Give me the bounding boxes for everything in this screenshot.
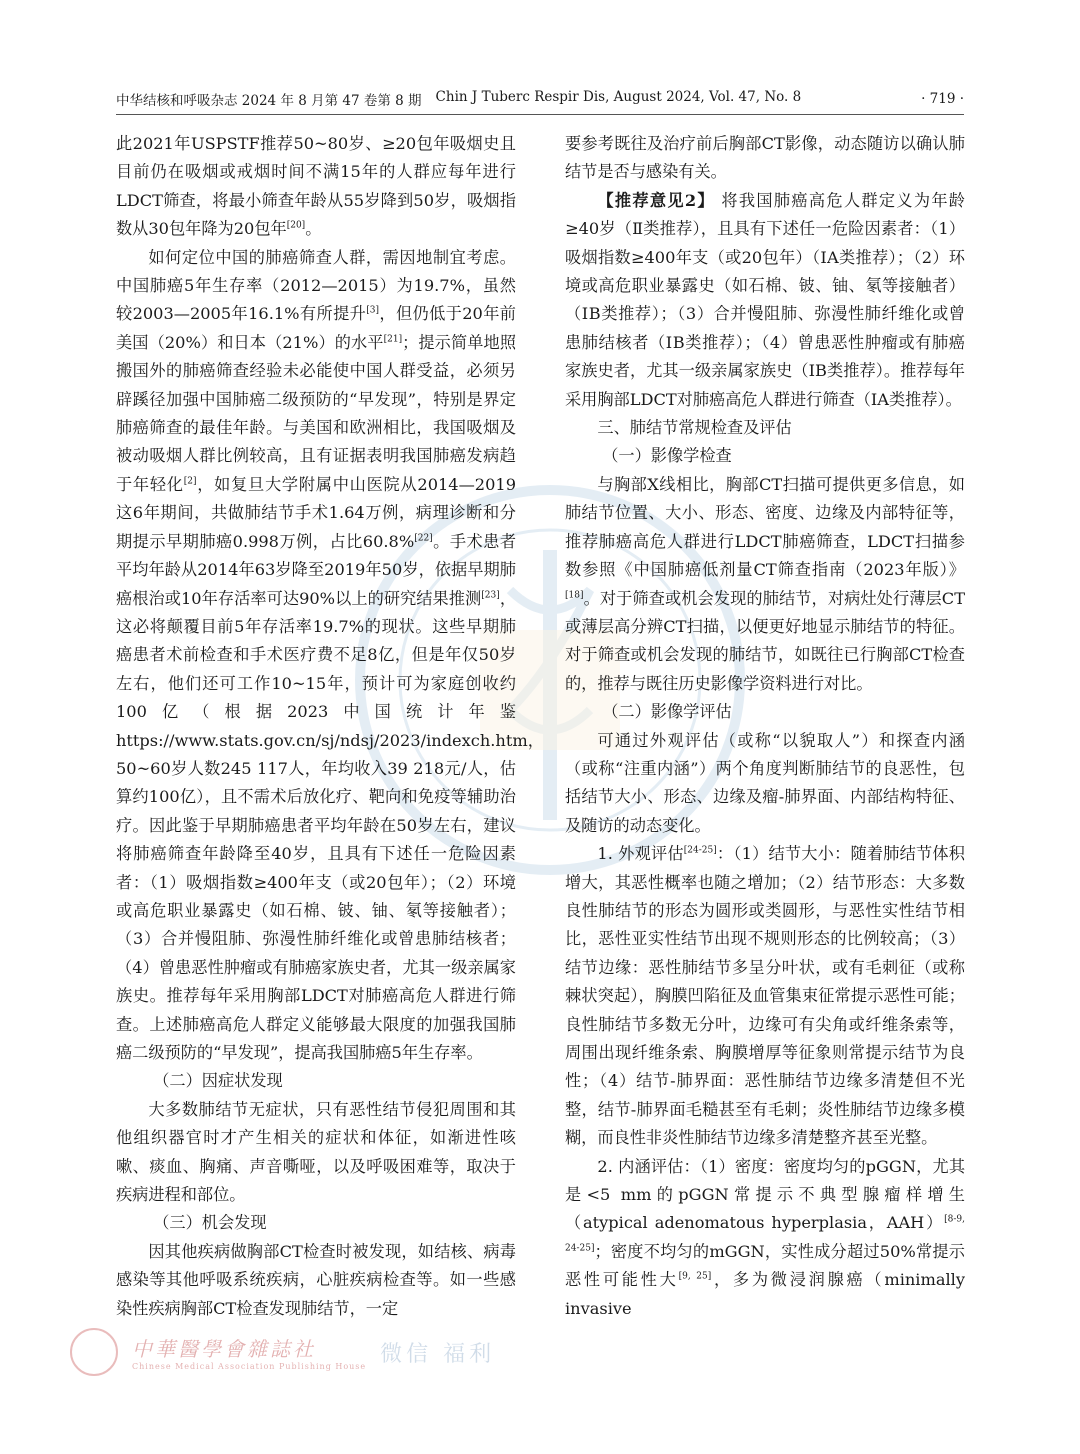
- paragraph: 因其他疾病做胸部CT检查时被发现，如结核、病毒感染等其他呼吸系统疾病，心脏疾病检查等。如一些感染性疾病胸部CT检查发现肺结节，一定: [116, 1241, 516, 1318]
- wechat-brand-mark: 微信 福利: [380, 1341, 496, 1367]
- paragraph: 要参考既往及治疗前后胸部CT影像，动态随访以确认肺结节是否与感染有关。: [565, 134, 965, 182]
- recommendation-label: 【推荐意见2】: [597, 190, 715, 210]
- journal-en: Chin J Tuberc Respir Dis, August 2024, Vol. 47, No. 8: [435, 89, 802, 105]
- recommendation-2: 【推荐意见2】 将我国肺癌高危人群定义为年龄≥40岁（Ⅱ类推荐），且具有下述任一危险因素者：（1）吸烟指数≥400年支（或20包年）（ⅠA类推荐）；（2）环境或高危职业暴露史（如石棉、铍、铀、氡等接触者）（ⅠB类推荐）；（3）合并慢阻肺、弥漫性肺纤维化或曾患肺结核者（ⅠB类推荐）；（4）曾患恶性肿瘤或有肺癌家族史者，尤其一级亲属家族史（ⅠB类推荐）。推荐每年采用胸部LDCT对肺癌高危人群进行筛查（ⅠA类推荐）。: [565, 190, 965, 409]
- right-column: [565, 130, 965, 1323]
- paragraph: 如何定位中国的肺癌筛查人群，需因地制宜考虑。中国肺癌5年生存率（2012—2015）为19.7%，虽然较2003—2005年16.1%有所提升[3]，但仍低于20年前美国（20%）和日本（21%）的水平[21]；提示简单地照搬国外的肺癌筛查经验未必能使中国人群受益，必须另辟蹊径加强中国肺癌二级预防的“早发现”，特别是界定肺癌筛查的最佳年龄。与美国和欧洲相比，我国吸烟及被动吸烟人群比例较高，且有证据表明我国肺癌发病趋于年轻化[2]，如复旦大学附属中山医院从2014—2019这6年期间，共做肺结节手术1.64万例，病理诊断和分期提示早期肺癌0.998万例，占比60.8%[22]。手术患者平均年龄从2014年63岁降至2019年50岁，依据早期肺癌根治或10年存活率可达90%以上的研究结果推测[23]，这必将颠覆目前5年存活率19.7%的现状。这些早期肺癌患者术前检查和手术医疗费不足8亿，但是年仅50岁左右，他们还可工作10~15年，预计可为家庭创收约100亿（根据2023中国统计年鉴https://www.stats.gov.cn/sj/ndsj/2023/indexch.htm，50~60岁人数245 117人，年均收入39 218元/人，估算约100亿），且不需术后放化疗、靶向和免疫等辅助治疗。因此鉴于早期肺癌患者平均年龄在50岁左右，建议将肺癌筛查年龄降至40岁，且具有下述任一危险因素者：（1）吸烟指数≥400年支（或20包年）；（2）环境或高危职业暴露史（如石棉、铍、铀、氡等接触者）；（3）合并慢阻肺、弥漫性肺纤维化或曾患肺结核者；（4）曾患恶性肿瘤或有肺癌家族史者，尤其一级亲属家族史。推荐每年采用胸部LDCT对肺癌高危人群进行筛查。上述肺癌高危人群定义能够最大限度的加强我国肺癌二级预防的“早发现”，提高我国肺癌5年生存率。: [116, 247, 544, 1062]
- paragraph: 大多数肺结节无症状，只有恶性结节侵犯周围和其他组织器官时才产生相关的症状和体征，如渐进性咳嗽、痰血、胸痛、声音嘶哑，以及呼吸困难等，取决于疾病进程和部位。: [116, 1099, 516, 1205]
- paragraph: 可通过外观评估（或称“以貌取人”）和探查内涵（或称“注重内涵”）两个角度判断肺结节的良恶性，包括结节大小、形态、边缘及瘤-肺界面、内部结构特征、及随访的动态变化。: [565, 730, 965, 835]
- subsection-heading: （二）因症状发现: [153, 1071, 283, 1091]
- running-header: [116, 84, 964, 115]
- paragraph: 1. 外观评估[24-25]：（1）结节大小：随着肺结节体积增大，其恶性概率也随之增加；（2）结节形态：大多数良性肺结节的形态为圆形或类圆形，与恶性实性结节相比，恶性亚实性结节出现不规则形态的比例较高；（3）结节边缘：恶性肺结节多呈分叶状，或有毛刺征（或称棘状突起），胸膜凹陷征及血管集束征常提示恶性可能；良性肺结节多数无分叶，边缘可有尖角或纤维条索等，周围出现纤维条索、胸膜增厚等征象则常提示结节为良性；（4）结节-肺界面：恶性肺结节边缘多清楚但不光整，结节-肺界面毛糙甚至有毛刺；炎性肺结节边缘多模糊，而良性非炎性肺结节边缘多清楚整齐甚至光整。: [565, 844, 965, 1148]
- page-number: · 719 ·: [921, 91, 964, 107]
- subsection-heading: （三）机会发现: [153, 1213, 267, 1233]
- paragraph: 2. 内涵评估：（1）密度：密度均匀的pGGN，尤其是<5 mm的pGGN常提示不典型腺瘤样增生（atypical adenomatous hyperplasia，AAH）[8-9, 24-25]；密度不均匀的mGGN，实性成分超过50%常提示恶性可能性大[9, 25]，多为微浸润腺癌（minimally invasive: [565, 1156, 966, 1318]
- publisher-name: 中華醫學會雜誌社: [132, 1337, 316, 1361]
- journal-cn: 中华结核和呼吸杂志 2024 年 8 月第 47 卷第 8 期: [116, 93, 422, 109]
- subsection-heading: （一）影像学检查: [602, 446, 732, 466]
- subsection-heading: （二）影像学评估: [602, 702, 732, 722]
- paragraph: 与胸部X线相比，胸部CT扫描可提供更多信息，如肺结节位置、大小、形态、密度、边缘及内部特征等，推荐肺癌高危人群进行LDCT肺癌筛查，LDCT扫描参数参照《中国肺癌低剂量CT筛查指南（2023年版）》[18]。对于筛查或机会发现的肺结节，对病灶处行薄层CT或薄层高分辨CT扫描，以便更好地显示肺结节的特征。对于筛查或机会发现的肺结节，如既往已行胸部CT检查的，推荐与既往历史影像学资料进行对比。: [565, 474, 965, 693]
- publisher-logo: [70, 1328, 495, 1376]
- publisher-seal-icon: [70, 1328, 118, 1376]
- left-column: [116, 130, 544, 1323]
- section-heading: 三、肺结节常规检查及评估: [597, 418, 792, 438]
- publisher-name-en: Chinese Medical Association Publishing House: [132, 1362, 367, 1371]
- paragraph: 此2021年USPSTF推荐50~80岁、≥20包年吸烟史且目前仍在吸烟或戒烟时间不满15年的人群应每年进行LDCT筛查，将最小筛查年龄从55岁降到50岁，吸烟指数从30包年降为20包年[20]。: [116, 134, 516, 239]
